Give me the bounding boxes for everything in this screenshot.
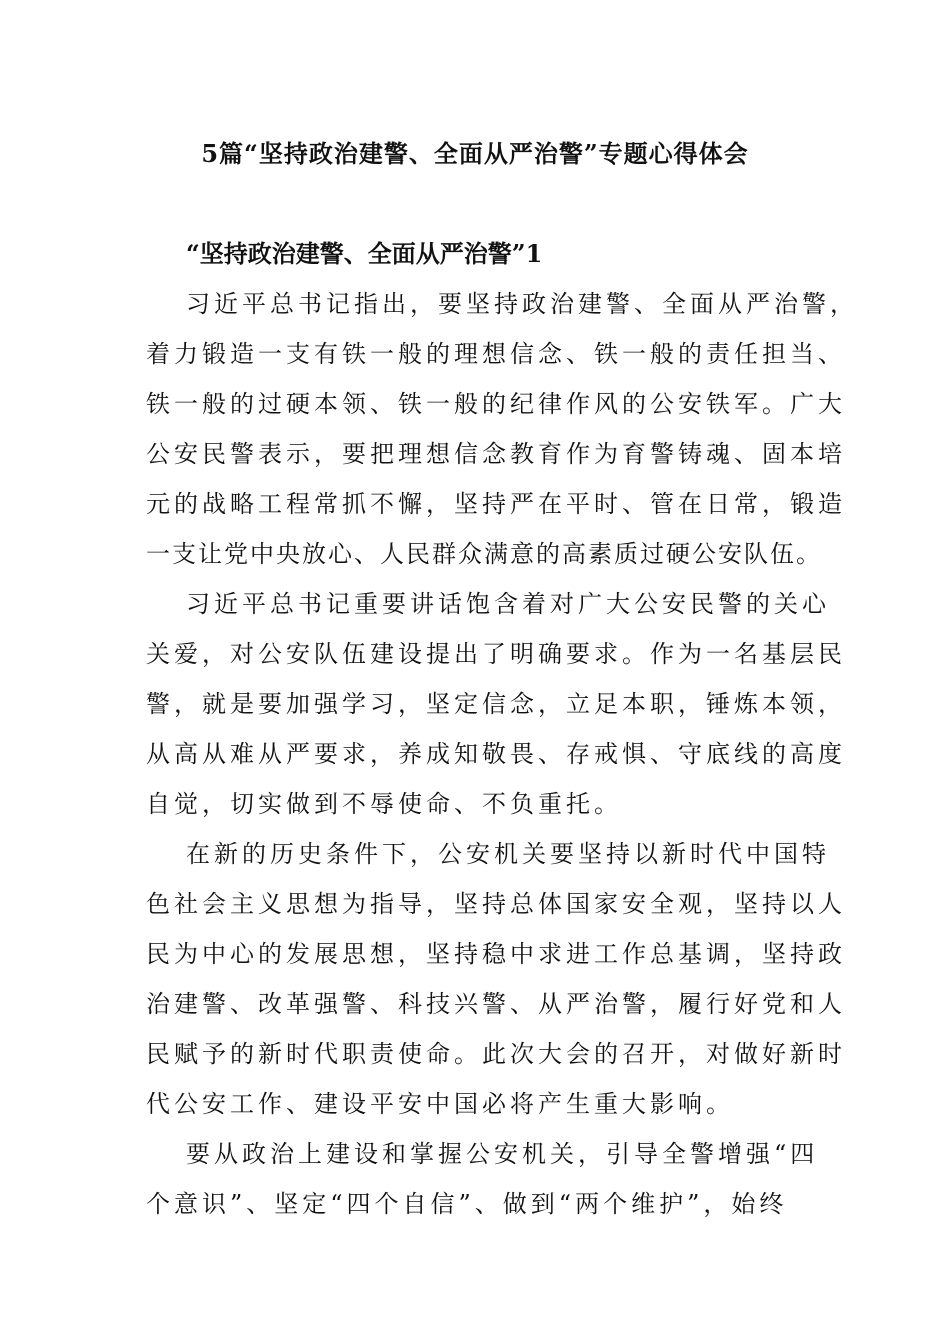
paragraph-line: 一支让党中央放心、人民群众满意的高素质过硬公安队伍。 [146, 540, 822, 568]
paragraph-line: 要从政治上建设和掌握公安机关，引导全警增强“四 [186, 1140, 819, 1168]
paragraph-line: 铁一般的过硬本领、铁一般的纪律作风的公安铁军。广大 [146, 390, 846, 418]
paragraph-line: 元的战略工程常抓不懈，坚持严在平时、管在日常，锻造 [146, 490, 846, 518]
paragraph-line: 关爱，对公安队伍建设提出了明确要求。作为一名基层民 [146, 640, 846, 668]
section-heading: “坚持政治建警、全面从严治警”1 [186, 239, 543, 268]
paragraph-line: 色社会主义思想为指导，坚持总体国家安全观，坚持以人 [146, 890, 846, 918]
paragraph-line: 在新的历史条件下，公安机关要坚持以新时代中国特 [186, 840, 830, 868]
paragraph-line: 习近平总书记重要讲话饱含着对广大公安民警的关心 [186, 590, 830, 618]
paragraph-line: 公安民警表示，要把理想信念教育作为育警铸魂、固本培 [146, 440, 846, 468]
paragraph-line: 民赋予的新时代职责使命。此次大会的召开，对做好新时 [146, 1040, 846, 1068]
paragraph-line: 代公安工作、建设平安中国必将产生重大影响。 [146, 1090, 734, 1118]
paragraph-line: 习近平总书记指出，要坚持政治建警、全面从严治警， [186, 290, 858, 318]
paragraph-line: 警，就是要加强学习，坚定信念，立足本职，锤炼本领， [146, 690, 846, 718]
paragraph-line: 从高从难从严要求，养成知敬畏、存戒惧、守底线的高度 [146, 740, 846, 768]
paragraph-line: 着力锻造一支有铁一般的理想信念、铁一般的责任担当、 [146, 340, 846, 368]
document-title: 5篇“坚持政治建警、全面从严治警”专题心得体会 [201, 139, 749, 168]
paragraph-line: 自觉，切实做到不辱使命、不负重托。 [146, 790, 622, 818]
paragraph-line: 个意识”、坚定“四个自信”、做到“两个维护”，始终 [146, 1190, 788, 1218]
paragraph-line: 民为中心的发展思想，坚持稳中求进工作总基调，坚持政 [146, 940, 846, 968]
paragraph-line: 治建警、改革强警、科技兴警、从严治警，履行好党和人 [146, 990, 846, 1018]
